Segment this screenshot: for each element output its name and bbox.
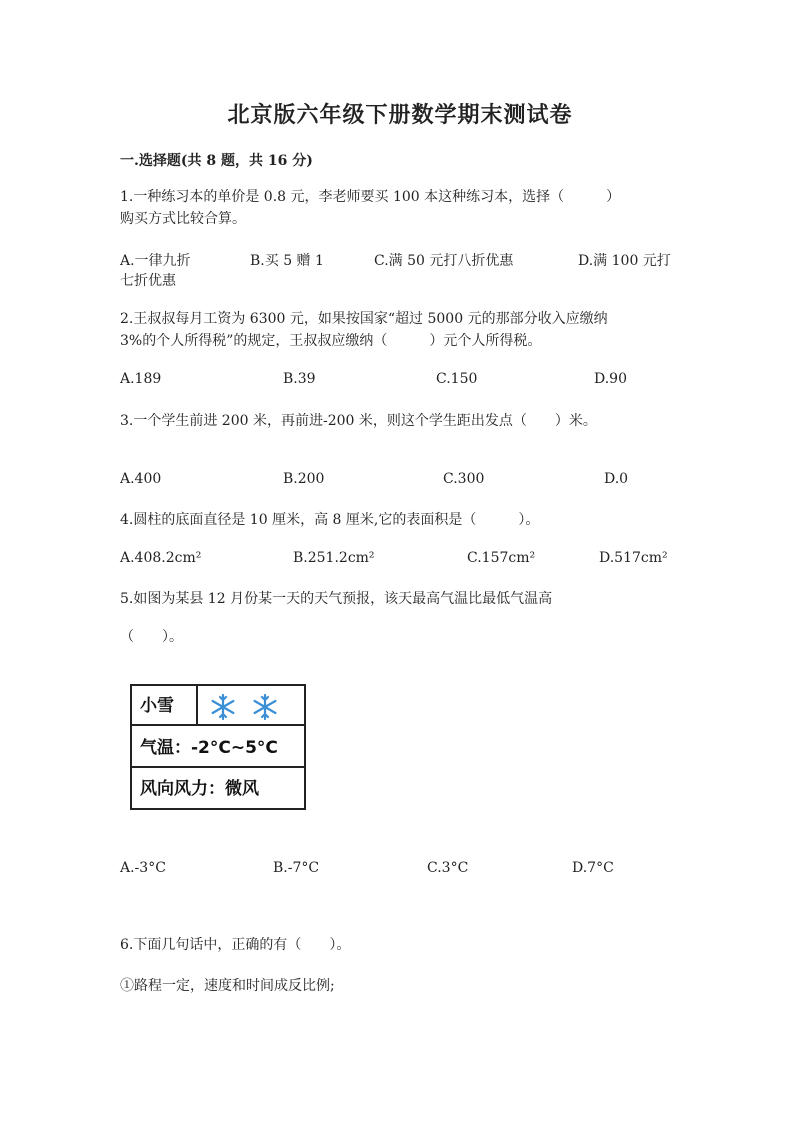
q5-stem-line1: 5.如图为某县 12 月份某一天的天气预报，该天最高气温比最低气温高 bbox=[120, 591, 553, 607]
q4-option-d: D.517cm² bbox=[599, 550, 668, 566]
q3-stem-line1: 3.一个学生前进 200 米，再前进-200 米，则这个学生距出发点（ ）米。 bbox=[120, 413, 597, 429]
q4-option-b: B.251.2cm² bbox=[293, 550, 375, 566]
weather-temperature: 气温：-2°C~5°C bbox=[140, 738, 278, 758]
weather-condition-label: 小雪 bbox=[140, 696, 174, 716]
q4-option-c: C.157cm² bbox=[467, 550, 536, 566]
q3-option-b: B.200 bbox=[283, 471, 325, 487]
weather-divider bbox=[196, 686, 198, 726]
q1-option-d: D.满 100 元打 bbox=[578, 253, 671, 269]
q2-option-d: D.90 bbox=[594, 371, 627, 387]
q2-option-b: B.39 bbox=[283, 371, 316, 387]
q6-stem-line1: 6.下面几句话中，正确的有（ ）。 bbox=[120, 937, 351, 953]
q5-option-a: A.-3°C bbox=[120, 860, 166, 876]
q2-stem-line1: 2.王叔叔每月工资为 6300 元，如果按国家“超过 5000 元的那部分收入应缴纳 bbox=[120, 311, 608, 327]
q5-option-d: D.7°C bbox=[572, 860, 614, 876]
q1-option-a: A.一律九折 bbox=[120, 253, 191, 269]
q2-option-a: A.189 bbox=[120, 371, 162, 387]
q4-stem-line1: 4.圆柱的底面直径是 10 厘米，高 8 厘米,它的表面积是（ ）。 bbox=[120, 512, 540, 528]
q2-option-c: C.150 bbox=[436, 371, 478, 387]
q6-statement-1: ①路程一定，速度和时间成反比例; bbox=[120, 978, 335, 994]
q1-option-d-wrap: 七折优惠 bbox=[120, 273, 176, 289]
q4-option-a: A.408.2cm² bbox=[120, 550, 202, 566]
q1-option-b: B.买 5 赠 1 bbox=[250, 253, 324, 269]
section-heading: 一.选择题(共 8 题，共 16 分) bbox=[120, 153, 313, 169]
snowflake-icon bbox=[250, 692, 280, 722]
weather-wind: 风向风力：微风 bbox=[140, 779, 259, 799]
q3-option-c: C.300 bbox=[443, 471, 485, 487]
q1-option-c: C.满 50 元打八折优惠 bbox=[374, 253, 514, 269]
q5-option-b: B.-7°C bbox=[273, 860, 320, 876]
q3-option-a: A.400 bbox=[120, 471, 162, 487]
weather-row-temperature bbox=[132, 728, 304, 768]
weather-row-wind bbox=[132, 769, 304, 809]
weather-forecast-figure bbox=[130, 684, 306, 810]
q3-option-d: D.0 bbox=[604, 471, 629, 487]
page-title: 北京版六年级下册数学期末测试卷 bbox=[227, 102, 573, 128]
q1-stem-line2: 购买方式比较合算。 bbox=[120, 211, 246, 227]
snowflake-icon bbox=[208, 692, 238, 722]
q5-stem-line2: （ ）。 bbox=[120, 629, 183, 645]
q2-stem-line2: 3%的个人所得税”的规定，王叔叔应缴纳（ ）元个人所得税。 bbox=[120, 333, 542, 349]
q1-stem-line1: 1.一种练习本的单价是 0.8 元，李老师要买 100 本这种练习本，选择（ ） bbox=[120, 189, 621, 205]
q5-option-c: C.3°C bbox=[427, 860, 469, 876]
weather-row-condition bbox=[132, 686, 304, 726]
